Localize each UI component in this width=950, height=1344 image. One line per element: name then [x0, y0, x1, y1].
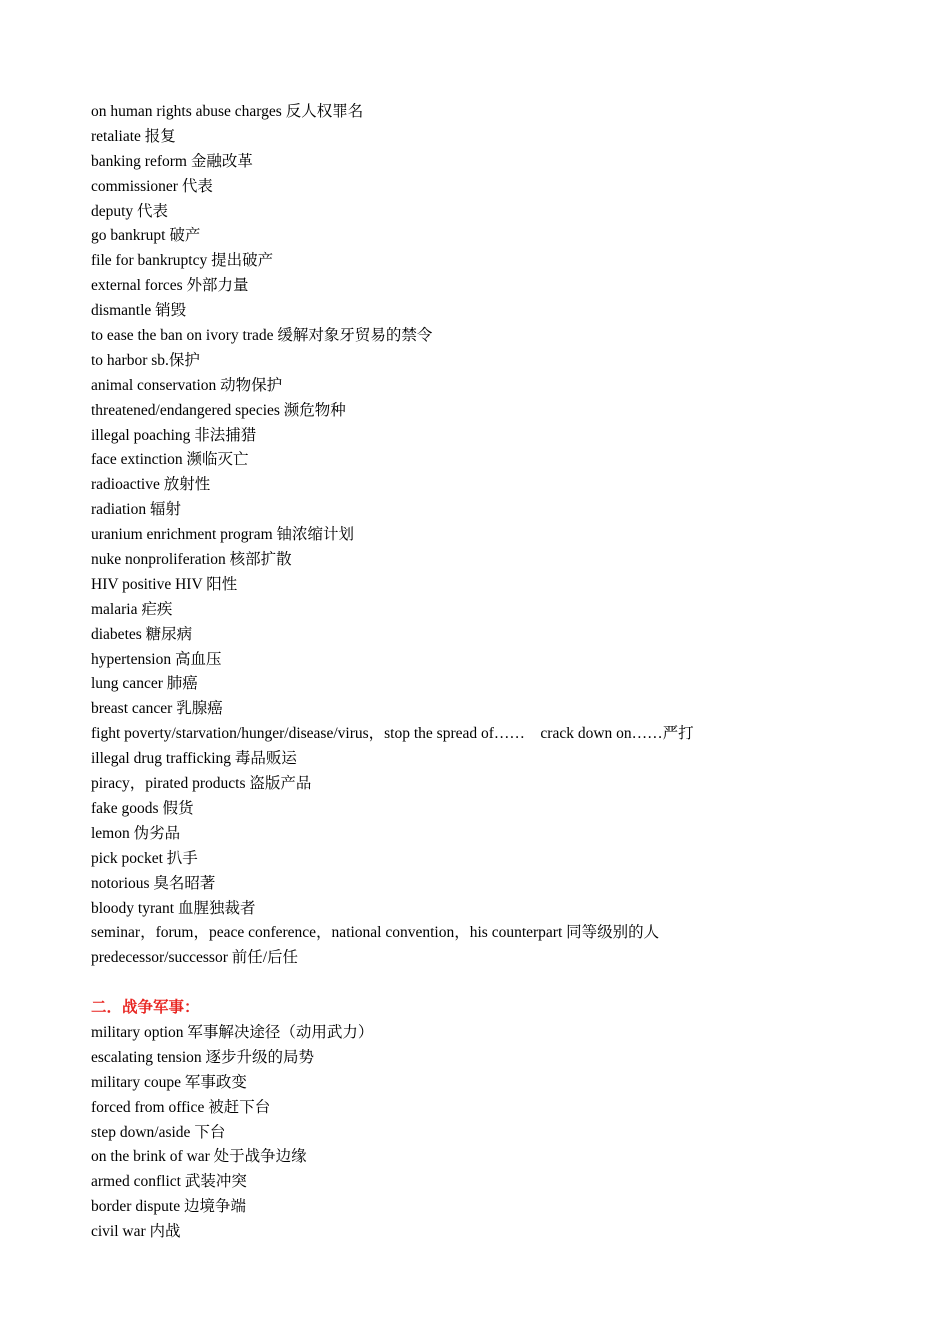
vocab-entry: predecessor/successor 前任/后任 — [91, 949, 299, 967]
vocab-entry: retaliate 报复 — [91, 127, 176, 145]
vocab-entry: illegal drug trafficking 毒品贩运 — [91, 750, 297, 768]
vocab-entry: pick pocket 扒手 — [91, 849, 198, 867]
vocab-entry: forced from office 被赶下台 — [91, 1098, 271, 1116]
document-page — [91, 100, 871, 1245]
vocab-entry: notorious 臭名昭著 — [91, 874, 216, 892]
vocab-list-section-2 — [91, 1021, 871, 1245]
vocab-entry: commissioner 代表 — [91, 177, 213, 195]
vocab-entry: go bankrupt 破产 — [91, 227, 201, 245]
vocab-entry: military option 军事解决途径（动用武力） — [91, 1023, 374, 1041]
vocab-entry: uranium enrichment program 铀浓缩计划 — [91, 526, 355, 544]
vocab-entry: radioactive 放射性 — [91, 476, 211, 494]
vocab-entry: file for bankruptcy 提出破产 — [91, 252, 274, 270]
vocab-entry: piracy，pirated products 盗版产品 — [91, 775, 312, 793]
vocab-entry: hypertension 高血压 — [91, 650, 222, 668]
vocab-entry: fight poverty/starvation/hunger/disease/virus，stop the spread of…… crack down on……严打 — [91, 725, 694, 743]
vocab-entry: banking reform 金融改革 — [91, 152, 253, 170]
vocab-entry: diabetes 糖尿病 — [91, 625, 193, 643]
vocab-entry: external forces 外部力量 — [91, 277, 249, 295]
vocab-entry: radiation 辐射 — [91, 501, 181, 519]
vocab-entry: to harbor sb.保护 — [91, 351, 200, 369]
vocab-entry: breast cancer 乳腺癌 — [91, 700, 223, 718]
vocab-entry: fake goods 假货 — [91, 799, 194, 817]
vocab-entry: HIV positive HIV 阳性 — [91, 575, 238, 593]
section-heading-war-military: 二．战争军事： — [91, 999, 200, 1017]
vocab-entry: armed conflict 武装冲突 — [91, 1173, 247, 1191]
vocab-entry: to ease the ban on ivory trade 缓解对象牙贸易的禁令 — [91, 327, 433, 345]
vocab-entry: malaria 疟疾 — [91, 600, 173, 618]
vocab-entry: seminar，forum，peace conference，national convention，his counterpart 同等级别的人 — [91, 924, 660, 942]
vocab-entry: border dispute 边境争端 — [91, 1198, 246, 1216]
section-spacer — [91, 971, 871, 996]
vocab-list-section-1 — [91, 100, 871, 971]
vocab-entry: nuke nonproliferation 核部扩散 — [91, 551, 292, 569]
vocab-entry: threatened/endangered species 濒危物种 — [91, 401, 346, 419]
vocab-entry: step down/aside 下台 — [91, 1123, 226, 1141]
vocab-entry: lemon 伪劣品 — [91, 824, 181, 842]
vocab-entry: escalating tension 逐步升级的局势 — [91, 1048, 314, 1066]
vocab-entry: on the brink of war 处于战争边缘 — [91, 1148, 307, 1166]
vocab-entry: illegal poaching 非法捕猎 — [91, 426, 257, 444]
vocab-entry: face extinction 濒临灭亡 — [91, 451, 249, 469]
vocab-entry: on human rights abuse charges 反人权罪名 — [91, 103, 364, 120]
vocab-entry: lung cancer 肺癌 — [91, 675, 198, 693]
vocab-entry: animal conservation 动物保护 — [91, 376, 283, 394]
vocab-entry: dismantle 销毁 — [91, 302, 187, 320]
vocab-entry: bloody tyrant 血腥独裁者 — [91, 899, 256, 917]
vocab-entry: civil war 内战 — [91, 1223, 181, 1241]
vocab-entry: military coupe 军事政变 — [91, 1073, 247, 1091]
vocab-entry: deputy 代表 — [91, 202, 169, 220]
